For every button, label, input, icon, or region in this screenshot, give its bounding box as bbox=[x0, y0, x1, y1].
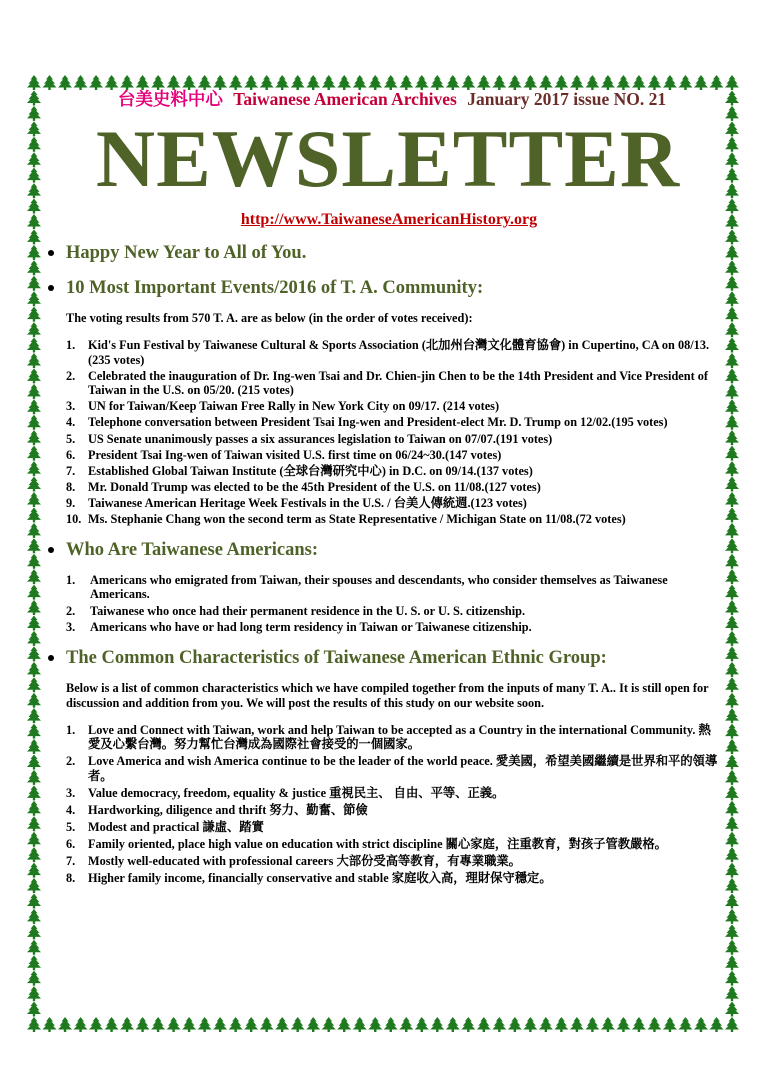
org-name-chinese: 台美史料中心 bbox=[117, 89, 223, 109]
list-item bbox=[66, 496, 720, 511]
who-heading: Who Are Taiwanese Americans: bbox=[48, 540, 720, 561]
tree-icon bbox=[725, 106, 739, 121]
section-who bbox=[48, 540, 720, 635]
tree-icon bbox=[27, 384, 41, 399]
greeting-heading: Happy New Year to All of You. bbox=[48, 243, 720, 264]
tree-icon bbox=[27, 693, 41, 708]
list-item-number: 9. bbox=[66, 495, 76, 510]
tree-icon bbox=[27, 137, 41, 152]
tree-icon bbox=[27, 893, 41, 908]
tree-icon bbox=[27, 276, 41, 291]
list-item bbox=[66, 464, 720, 479]
tree-icon bbox=[27, 229, 41, 244]
list-item-text: Taiwanese American Heritage Week Festivals in the U.S. / 台美人傳統週.(123 votes) bbox=[88, 495, 527, 510]
tree-icon bbox=[27, 183, 41, 198]
list-item bbox=[66, 803, 720, 817]
tree-icon bbox=[27, 955, 41, 970]
tree-icon bbox=[678, 1017, 692, 1032]
list-item bbox=[66, 480, 720, 495]
tree-icon bbox=[27, 801, 41, 816]
tree-icon bbox=[27, 322, 41, 337]
org-name-english: Taiwanese American Archives bbox=[233, 89, 457, 109]
tree-icon bbox=[725, 708, 739, 723]
list-item-number: 8. bbox=[66, 870, 76, 885]
tree-icon bbox=[27, 353, 41, 368]
list-item bbox=[66, 620, 720, 635]
tree-icon bbox=[647, 1017, 661, 1032]
list-item bbox=[66, 448, 720, 463]
list-item-number: 3. bbox=[66, 785, 76, 800]
tree-icon bbox=[725, 940, 739, 955]
tree-icon bbox=[725, 384, 739, 399]
tree-icon bbox=[27, 724, 41, 739]
tree-icon bbox=[725, 430, 739, 445]
list-item-text: Kid's Fun Festival by Taiwanese Cultural & Sports Association (北加州台灣文化體育協會) in Cupertino, CA on 08/13. (235 votes) bbox=[88, 338, 710, 367]
tree-icon bbox=[229, 1017, 243, 1032]
list-item-number: 4. bbox=[66, 802, 76, 817]
list-item-text: Ms. Stephanie Chang won the second term as State Representative / Michigan State on 11/08.(72 votes) bbox=[88, 512, 626, 527]
tree-icon bbox=[523, 1017, 537, 1032]
list-item-number: 5. bbox=[66, 819, 76, 834]
list-item-text: US Senate unanimously passes a six assurances legislation to Taiwan on 07/07.(191 votes) bbox=[88, 431, 553, 446]
tree-icon bbox=[27, 677, 41, 692]
list-item-number: 8. bbox=[66, 479, 76, 494]
tree-icon bbox=[725, 415, 739, 430]
tree-icon bbox=[306, 1017, 320, 1032]
list-item-text: UN for Taiwan/Keep Taiwan Free Rally in New York City on 09/17. (214 votes) bbox=[88, 399, 500, 414]
tree-icon bbox=[461, 1017, 475, 1032]
list-item bbox=[66, 338, 720, 367]
tree-icon bbox=[725, 600, 739, 615]
tree-icon bbox=[27, 631, 41, 646]
tree-icon bbox=[27, 121, 41, 136]
list-item-text: President Tsai Ing-wen of Taiwan visited U.S. first time on 06/24~30.(147 votes) bbox=[88, 447, 502, 462]
tree-icon bbox=[27, 785, 41, 800]
tree-icon bbox=[27, 816, 41, 831]
list-item-text: Mr. Donald Trump was elected to be the 45th President of the U.S. on 11/08.(127 votes) bbox=[88, 479, 541, 494]
list-item-number: 1. bbox=[66, 723, 76, 737]
section-events bbox=[48, 278, 720, 527]
header-line bbox=[64, 86, 720, 111]
tree-icon bbox=[725, 276, 739, 291]
bullet-icon bbox=[48, 547, 54, 553]
events-intro: The voting results from 570 T. A. are as below (in the order of votes received): bbox=[66, 311, 473, 325]
list-item bbox=[66, 399, 720, 414]
tree-icon bbox=[632, 1017, 646, 1032]
tree-icon bbox=[725, 662, 739, 677]
list-item-text: Established Global Taiwan Institute (全球台灣研究中心) in D.C. on 09/14.(137 votes) bbox=[88, 463, 533, 478]
bullet-icon bbox=[48, 250, 54, 256]
list-item bbox=[66, 871, 720, 885]
tree-icon bbox=[725, 863, 739, 878]
tree-icon bbox=[725, 1002, 739, 1017]
list-item-number: 4. bbox=[66, 415, 76, 430]
tree-icon bbox=[151, 1017, 165, 1032]
list-item-text: Higher family income, financially conservative and stable 家庭收入高，理財保守穩定。 bbox=[88, 870, 552, 885]
list-item bbox=[66, 723, 720, 752]
tree-icon bbox=[27, 477, 41, 492]
tree-icon bbox=[27, 924, 41, 939]
tree-icon bbox=[27, 847, 41, 862]
tree-icon bbox=[725, 214, 739, 229]
list-item-number: 10. bbox=[66, 512, 82, 527]
bullet-icon bbox=[48, 655, 54, 661]
tree-icon bbox=[725, 816, 739, 831]
tree-icon bbox=[244, 1017, 258, 1032]
tree-icon bbox=[725, 90, 739, 105]
tree-icon bbox=[27, 75, 41, 90]
tree-icon bbox=[89, 1017, 103, 1032]
list-item bbox=[66, 754, 720, 783]
list-item-number: 2. bbox=[66, 603, 76, 618]
tree-icon bbox=[384, 1017, 398, 1032]
tree-icon bbox=[725, 461, 739, 476]
list-item-text: Love America and wish America continue to be the leader of the world peace. 愛美國，希望美國繼續是世界和平的領導者。 bbox=[88, 754, 718, 783]
who-list bbox=[66, 573, 720, 635]
tree-icon bbox=[725, 538, 739, 553]
tree-icon bbox=[27, 245, 41, 260]
list-item-number: 3. bbox=[66, 399, 76, 414]
tree-icon bbox=[492, 1017, 506, 1032]
list-item-text: Americans who have or had long term residency in Taiwan or Taiwanese citizenship. bbox=[90, 620, 532, 635]
tree-icon bbox=[27, 646, 41, 661]
tree-icon bbox=[616, 1017, 630, 1032]
tree-icon bbox=[725, 229, 739, 244]
list-item-text: Modest and practical 謙虛、踏實 bbox=[88, 819, 264, 834]
tree-icon bbox=[27, 538, 41, 553]
tree-icon bbox=[27, 971, 41, 986]
tree-icon bbox=[725, 338, 739, 353]
tree-icon bbox=[709, 1017, 723, 1032]
tree-icon bbox=[368, 1017, 382, 1032]
tree-icon bbox=[725, 260, 739, 275]
tree-icon bbox=[725, 368, 739, 383]
tree-icon bbox=[554, 1017, 568, 1032]
issue-date: January 2017 issue NO. 21 bbox=[467, 89, 667, 109]
list-item bbox=[66, 786, 720, 800]
tree-icon bbox=[725, 724, 739, 739]
tree-icon bbox=[725, 909, 739, 924]
characteristics-heading: The Common Characteristics of Taiwanese American Ethnic Group: bbox=[48, 648, 720, 669]
list-item-text: Taiwanese who once had their permanent residence in the U. S. or U. S. citizenship. bbox=[90, 603, 526, 618]
tree-icon bbox=[322, 1017, 336, 1032]
tree-icon bbox=[27, 523, 41, 538]
list-item-number: 1. bbox=[66, 572, 76, 587]
tree-icon bbox=[27, 291, 41, 306]
tree-icon bbox=[353, 1017, 367, 1032]
list-item-number: 5. bbox=[66, 431, 76, 446]
list-item-text: Telephone conversation between President Tsai Ing-wen and President-elect Mr. D. Trump on 12/02.(195 votes) bbox=[88, 415, 668, 430]
list-item bbox=[66, 512, 720, 527]
section-characteristics bbox=[48, 648, 720, 885]
list-item bbox=[66, 604, 720, 619]
tree-icon bbox=[725, 924, 739, 939]
tree-icon bbox=[27, 1002, 41, 1017]
tree-icon bbox=[663, 1017, 677, 1032]
tree-icon bbox=[27, 863, 41, 878]
list-item-number: 6. bbox=[66, 836, 76, 851]
section-greeting bbox=[48, 243, 720, 264]
characteristics-list bbox=[66, 723, 720, 885]
list-item bbox=[66, 573, 720, 602]
list-item-number: 7. bbox=[66, 853, 76, 868]
tree-icon bbox=[725, 955, 739, 970]
list-item bbox=[66, 369, 720, 398]
tree-icon bbox=[27, 399, 41, 414]
tree-icon bbox=[58, 1017, 72, 1032]
tree-icon bbox=[430, 1017, 444, 1032]
tree-icon bbox=[725, 986, 739, 1001]
tree-icon bbox=[725, 492, 739, 507]
tree-icon bbox=[43, 1017, 57, 1032]
tree-icon bbox=[27, 600, 41, 615]
tree-icon bbox=[694, 1017, 708, 1032]
tree-icon bbox=[446, 1017, 460, 1032]
tree-icon bbox=[105, 1017, 119, 1032]
tree-icon bbox=[725, 168, 739, 183]
tree-icon bbox=[27, 585, 41, 600]
tree-icon bbox=[27, 832, 41, 847]
list-item-number: 6. bbox=[66, 447, 76, 462]
tree-icon bbox=[725, 353, 739, 368]
tree-icon bbox=[539, 1017, 553, 1032]
tree-icon bbox=[27, 446, 41, 461]
tree-icon bbox=[725, 245, 739, 260]
tree-icon bbox=[725, 585, 739, 600]
tree-icon bbox=[27, 199, 41, 214]
tree-icon bbox=[725, 1017, 739, 1032]
tree-icon bbox=[27, 106, 41, 121]
list-item bbox=[66, 415, 720, 430]
tree-icon bbox=[27, 492, 41, 507]
tree-icon bbox=[399, 1017, 413, 1032]
bullet-icon bbox=[48, 285, 54, 291]
tree-icon bbox=[27, 940, 41, 955]
tree-icon bbox=[275, 1017, 289, 1032]
tree-icon bbox=[27, 368, 41, 383]
tree-icon bbox=[27, 754, 41, 769]
tree-icon bbox=[585, 1017, 599, 1032]
events-heading: 10 Most Important Events/2016 of T. A. Community: bbox=[48, 278, 720, 299]
events-list bbox=[66, 338, 720, 527]
tree-icon bbox=[725, 847, 739, 862]
tree-icon bbox=[74, 1017, 88, 1032]
tree-icon bbox=[291, 1017, 305, 1032]
tree-icon bbox=[725, 770, 739, 785]
tree-icon bbox=[725, 554, 739, 569]
tree-icon bbox=[725, 121, 739, 136]
tree-icon bbox=[508, 1017, 522, 1032]
list-item-number: 2. bbox=[66, 754, 76, 769]
tree-icon bbox=[213, 1017, 227, 1032]
list-item bbox=[66, 854, 720, 868]
list-item-text: Hardworking, diligence and thrift 努力、勤奮、節儉 bbox=[88, 802, 368, 817]
tree-icon bbox=[725, 754, 739, 769]
list-item-number: 2. bbox=[66, 368, 76, 383]
tree-icon bbox=[725, 322, 739, 337]
tree-icon bbox=[337, 1017, 351, 1032]
tree-icon bbox=[725, 693, 739, 708]
tree-icon bbox=[725, 785, 739, 800]
list-item-text: Love and Connect with Taiwan, work and help Taiwan to be accepted as a Country in the international Community. 熱愛及心繫台灣。努力幫忙台灣成為國際社會接受的一個國家。 bbox=[88, 723, 711, 752]
tree-icon bbox=[570, 1017, 584, 1032]
tree-icon bbox=[601, 1017, 615, 1032]
tree-icon bbox=[260, 1017, 274, 1032]
tree-icon bbox=[725, 646, 739, 661]
tree-icon bbox=[725, 291, 739, 306]
tree-icon bbox=[27, 152, 41, 167]
tree-icon bbox=[725, 615, 739, 630]
tree-icon bbox=[725, 137, 739, 152]
list-item-number: 3. bbox=[66, 620, 76, 635]
tree-icon bbox=[725, 523, 739, 538]
tree-icon bbox=[27, 986, 41, 1001]
tree-icon bbox=[167, 1017, 181, 1032]
tree-icon bbox=[27, 878, 41, 893]
tree-icon bbox=[27, 1017, 41, 1032]
tree-icon bbox=[27, 307, 41, 322]
newsletter-page bbox=[48, 86, 720, 888]
list-item bbox=[66, 432, 720, 447]
tree-icon bbox=[725, 971, 739, 986]
tree-icon bbox=[725, 832, 739, 847]
tree-icon bbox=[27, 430, 41, 445]
website-link[interactable]: http://www.TaiwaneseAmericanHistory.org bbox=[240, 211, 538, 228]
tree-icon bbox=[27, 554, 41, 569]
list-item-text: Mostly well-educated with professional careers 大部份受高等教育，有專業職業。 bbox=[88, 853, 521, 868]
list-item-number: 7. bbox=[66, 463, 76, 478]
tree-icon bbox=[725, 631, 739, 646]
list-item bbox=[66, 837, 720, 851]
tree-icon bbox=[27, 461, 41, 476]
tree-icon bbox=[136, 1017, 150, 1032]
tree-icon bbox=[415, 1017, 429, 1032]
tree-icon bbox=[27, 708, 41, 723]
tree-icon bbox=[27, 569, 41, 584]
tree-icon bbox=[725, 878, 739, 893]
tree-icon bbox=[725, 199, 739, 214]
tree-icon bbox=[725, 507, 739, 522]
website-url-line bbox=[58, 211, 720, 229]
masthead-title: NEWSLETTER bbox=[95, 113, 681, 204]
tree-icon bbox=[477, 1017, 491, 1032]
tree-icon bbox=[725, 446, 739, 461]
tree-icon bbox=[725, 739, 739, 754]
tree-icon bbox=[198, 1017, 212, 1032]
tree-icon bbox=[182, 1017, 196, 1032]
list-item bbox=[66, 820, 720, 834]
characteristics-intro: Below is a list of common characteristics which we have compiled together from the inputs of many T. A.. It is still open for discussion and addition from you. We will post the results of this study on our website soon. bbox=[66, 681, 709, 710]
tree-icon bbox=[725, 152, 739, 167]
list-item-number: 1. bbox=[66, 338, 76, 352]
tree-icon bbox=[725, 569, 739, 584]
tree-icon bbox=[27, 168, 41, 183]
list-item-text: Family oriented, place high value on education with strict discipline 關心家庭，注重教育，對孩子管教嚴格。 bbox=[88, 836, 667, 851]
tree-icon bbox=[27, 615, 41, 630]
tree-icon bbox=[725, 801, 739, 816]
tree-icon bbox=[27, 909, 41, 924]
tree-icon bbox=[725, 477, 739, 492]
tree-icon bbox=[27, 90, 41, 105]
tree-icon bbox=[725, 183, 739, 198]
tree-icon bbox=[27, 739, 41, 754]
list-item-text: Americans who emigrated from Taiwan, their spouses and descendants, who consider themselves as Taiwanese Americans. bbox=[90, 572, 668, 602]
tree-icon bbox=[725, 75, 739, 90]
tree-icon bbox=[27, 338, 41, 353]
tree-icon bbox=[27, 770, 41, 785]
tree-icon bbox=[27, 260, 41, 275]
tree-icon bbox=[725, 893, 739, 908]
tree-icon bbox=[725, 307, 739, 322]
tree-icon bbox=[725, 399, 739, 414]
list-item-text: Celebrated the inauguration of Dr. Ing-wen Tsai and Dr. Chien-jin Chen to be the 14th President and Vice President of Taiwan in the U.S. on 05/20. (215 votes) bbox=[88, 368, 709, 398]
tree-icon bbox=[725, 677, 739, 692]
tree-icon bbox=[27, 214, 41, 229]
list-item-text: Value democracy, freedom, equality & justice 重視民主、 自由、平等、正義。 bbox=[88, 785, 505, 800]
tree-icon bbox=[27, 507, 41, 522]
tree-icon bbox=[27, 415, 41, 430]
tree-icon bbox=[27, 662, 41, 677]
tree-icon bbox=[120, 1017, 134, 1032]
